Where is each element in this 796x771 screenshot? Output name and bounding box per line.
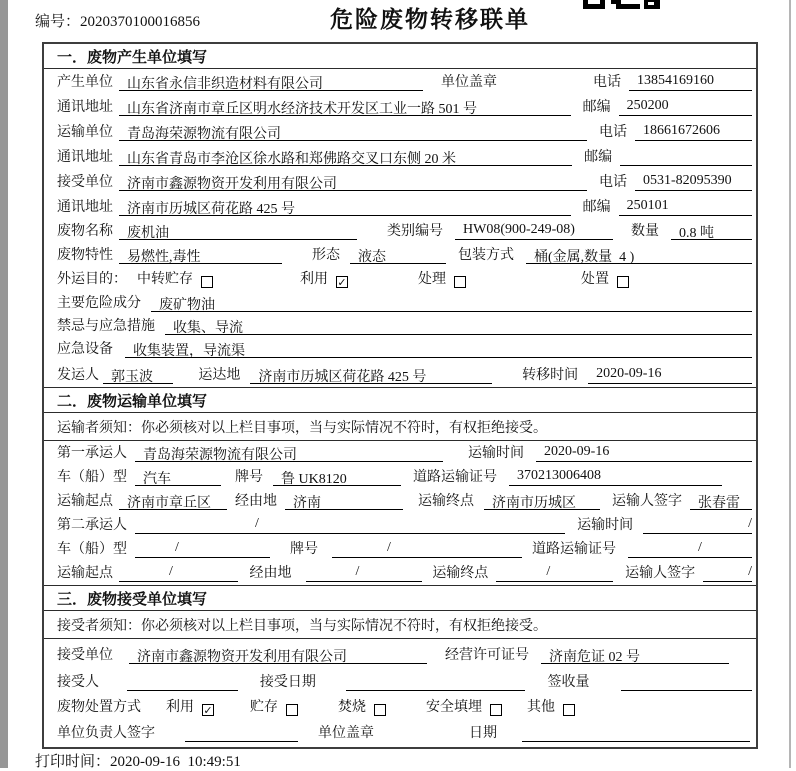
transporter-notice-text: 运输者须知：你必须核对以上栏目事项，当与实际情况不符时，有权拒绝接受。 — [57, 420, 547, 436]
receive-person-label: 接受人 — [57, 675, 99, 690]
row-taboo-measures — [44, 315, 756, 338]
date-label: 日期 — [469, 726, 497, 741]
receive-date-field — [346, 673, 526, 691]
row-receive-person — [44, 667, 756, 694]
address-label-2: 通讯地址 — [57, 150, 113, 165]
carrier-sign-field-1: 张春雷 — [690, 492, 752, 510]
row-receive-unit — [44, 639, 756, 667]
taboo-measures-label: 禁忌与应急措施 — [57, 319, 155, 334]
shipper-label: 发运人 — [57, 368, 99, 383]
transporter-label: 运输单位 — [57, 125, 113, 140]
disposal-option-landfill: 安全填埋 — [426, 700, 482, 715]
row-waste-property — [44, 243, 756, 267]
row-hazard-component — [44, 291, 756, 315]
packaging-field: 桶(金属,数量 4 ) — [526, 246, 752, 264]
emergency-equipment-field: 收集装置，导流渠 — [125, 340, 752, 358]
hazard-component-field: 废矿物油 — [151, 294, 752, 312]
transporter-address-field: 山东省青岛市李沧区徐水路和郑佛路交叉口东侧 20 米 — [119, 148, 572, 166]
receiver-phone-field: 0531-82095390 — [635, 173, 752, 191]
carrier-sign-label-1: 运输人签字 — [612, 494, 682, 509]
checkbox-treat — [454, 276, 466, 288]
section1-header — [44, 44, 756, 69]
endpoint-field-2: / — [496, 564, 613, 582]
producer-phone-field: 13854169160 — [629, 73, 752, 91]
row-producer-address — [44, 94, 756, 119]
license-label: 经营许可证号 — [445, 648, 529, 663]
responsible-sign-field — [185, 724, 298, 742]
checkbox-use: ✓ — [337, 276, 347, 289]
checkbox-disposal-use: ✓ — [203, 704, 213, 717]
transporter-name-field: 青岛海荣源物流有限公司 — [119, 123, 587, 141]
section2-header — [44, 387, 756, 413]
print-time-label: 打印时间： — [35, 754, 111, 770]
origin-label-2: 运输起点 — [57, 566, 113, 581]
destination-field: 济南市历城区荷花路 425 号 — [250, 366, 492, 384]
address-label-1: 通讯地址 — [57, 100, 113, 115]
row-vehicle-1 — [44, 465, 756, 489]
phone-label-1: 电话 — [593, 75, 621, 90]
row-route-1 — [44, 489, 756, 513]
form-state-label: 形态 — [312, 248, 340, 263]
vehicle-type-field-1: 汽车 — [135, 468, 221, 486]
address-label-3: 通讯地址 — [57, 200, 113, 215]
quantity-label: 数量 — [631, 224, 659, 239]
serial-value: 2020370100016856 — [80, 14, 201, 30]
signed-quantity-field — [621, 673, 752, 691]
hazard-component-label: 主要危险成分 — [57, 296, 141, 311]
vehicle-type-label-1: 车（船）型 — [57, 470, 127, 485]
transfer-time-field: 2020-09-16 — [588, 366, 752, 384]
transporter-phone-field: 18661672606 — [635, 123, 752, 141]
row-first-carrier — [44, 441, 756, 465]
producer-name-field: 山东省永信非织造材料有限公司 — [119, 73, 423, 91]
via-label-2: 经由地 — [249, 566, 292, 581]
row-receiver-address — [44, 194, 756, 219]
checkbox-transfer-storage — [201, 276, 213, 288]
row-emergency-equipment — [44, 338, 756, 361]
road-permit-label-2: 道路运输证号 — [532, 542, 616, 557]
receive-unit-label: 接受单位 — [57, 648, 113, 663]
transport-time-field-2: / — [643, 516, 752, 534]
category-code-field: HW08(900-249-08) — [455, 222, 613, 240]
purpose-option-use: 利用 — [300, 272, 328, 287]
row-transporter — [44, 119, 756, 144]
taboo-measures-field: 收集、导流 — [165, 317, 752, 335]
receiver-zip-field: 250101 — [619, 198, 752, 216]
qr-code-icon — [583, 0, 663, 9]
zip-label-3: 邮编 — [582, 200, 611, 215]
producer-label: 产生单位 — [57, 75, 113, 90]
row-responsible-sign — [44, 719, 756, 745]
signed-quantity-label: 签收量 — [547, 675, 590, 690]
first-carrier-field: 青岛海荣源物流有限公司 — [135, 444, 443, 462]
road-permit-field-2: / — [628, 540, 752, 558]
endpoint-field-1: 济南市历城区 — [484, 492, 600, 510]
checkbox-disposal-incinerate — [374, 704, 386, 716]
disposal-option-incinerate: 焚烧 — [338, 700, 366, 715]
row-producer — [44, 69, 756, 94]
receive-unit-field: 济南市鑫源物资开发利用有限公司 — [129, 646, 427, 664]
origin-label-1: 运输起点 — [57, 494, 113, 509]
plate-field-1: 鲁 UK8120 — [273, 468, 401, 486]
checkbox-dispose — [617, 276, 629, 288]
second-carrier-label: 第二承运人 — [57, 518, 127, 533]
row-transporter-notice — [44, 413, 756, 441]
category-code-label: 类别编号 — [387, 224, 443, 239]
via-field-2: / — [306, 564, 423, 582]
second-carrier-field: / — [135, 516, 565, 534]
producer-zip-field: 250200 — [619, 98, 752, 116]
producer-address-field: 山东省济南市章丘区明水经济技术开发区工业一路 501 号 — [119, 98, 571, 116]
receive-person-field — [127, 673, 238, 691]
purpose-label: 外运目的： — [57, 272, 127, 287]
carrier-sign-field-2: / — [703, 564, 752, 582]
vehicle-type-label-2: 车（船）型 — [57, 542, 127, 557]
section2-title: 二．废物运输单位填写 — [57, 392, 208, 410]
endpoint-label-1: 运输终点 — [418, 494, 474, 509]
purpose-option-dispose: 处置 — [581, 272, 609, 287]
disposal-method-label: 废物处置方式 — [57, 700, 141, 715]
purpose-option-treat: 处理 — [418, 272, 446, 287]
form-state-field: 液态 — [350, 246, 446, 264]
unit-seal-label: 单位盖章 — [441, 75, 497, 90]
origin-field-2: / — [119, 564, 238, 582]
row-waste-name — [44, 219, 756, 243]
plate-field-2: / — [332, 540, 522, 558]
transporter-zip-field — [620, 148, 752, 166]
first-carrier-label: 第一承运人 — [57, 446, 127, 461]
section3-title: 三．废物接受单位填写 — [57, 590, 208, 608]
receiver-address-field: 济南市历城区荷花路 425 号 — [119, 198, 571, 216]
row-transporter-address — [44, 144, 756, 169]
waste-name-label: 废物名称 — [57, 224, 113, 239]
row-route-2 — [44, 561, 756, 585]
license-field: 济南危证 02 号 — [541, 646, 729, 664]
waste-property-field: 易燃性,毒性 — [119, 246, 282, 264]
row-shipper — [44, 361, 756, 387]
zip-label-2: 邮编 — [584, 150, 613, 165]
manifest-form-table — [42, 42, 758, 749]
purpose-option-storage: 中转贮存 — [137, 272, 193, 287]
row-vehicle-2 — [44, 537, 756, 561]
plate-label-1: 牌号 — [235, 470, 263, 485]
via-field-1: 济南 — [285, 492, 403, 510]
emergency-equipment-label: 应急设备 — [57, 342, 113, 357]
row-receiver-notice — [44, 611, 756, 639]
shipper-name-field: 郭玉波 — [103, 366, 173, 384]
transfer-time-label: 转移时间 — [522, 368, 579, 383]
transport-time-label-1: 运输时间 — [468, 446, 524, 461]
quantity-field: 0.8 吨 — [671, 222, 752, 240]
packaging-label: 包装方式 — [458, 248, 514, 263]
phone-label-3: 电话 — [599, 175, 627, 190]
checkbox-disposal-other — [563, 704, 575, 716]
phone-label-2: 电话 — [599, 125, 627, 140]
receiver-notice-text: 接受者须知：你必须核对以上栏目事项，当与实际情况不符时，有权拒绝接受。 — [57, 618, 547, 634]
section3-header — [44, 585, 756, 611]
row-second-carrier — [44, 513, 756, 537]
serial-number — [35, 10, 200, 31]
row-disposal-method — [44, 694, 756, 719]
serial-label: 编号： — [35, 14, 81, 30]
page-title: 危险废物转移联单 — [330, 6, 530, 32]
road-permit-label-1: 道路运输证号 — [413, 470, 497, 485]
row-receiver — [44, 169, 756, 194]
carrier-sign-label-2: 运输人签字 — [625, 566, 696, 581]
checkbox-disposal-store — [286, 704, 298, 716]
receive-date-label: 接受日期 — [259, 675, 316, 690]
section1-title: 一．废物产生单位填写 — [57, 48, 208, 66]
print-time-value: 2020-09-16 10:49:51 — [110, 754, 241, 770]
destination-label: 运达地 — [198, 368, 241, 383]
page-edge-right — [789, 0, 791, 768]
endpoint-label-2: 运输终点 — [432, 566, 489, 581]
waste-name-field: 废机油 — [119, 222, 357, 240]
transport-time-label-2: 运输时间 — [577, 518, 634, 533]
receiver-name-field: 济南市鑫源物资开发利用有限公司 — [119, 173, 587, 191]
responsible-sign-label: 单位负责人签字 — [57, 726, 155, 741]
via-label-1: 经由地 — [235, 494, 277, 509]
transport-time-field-1: 2020-09-16 — [536, 444, 752, 462]
plate-label-2: 牌号 — [290, 542, 318, 557]
date-field — [522, 724, 750, 742]
disposal-option-store: 贮存 — [250, 700, 278, 715]
vehicle-type-field-2: / — [135, 540, 270, 558]
page-edge-left — [0, 0, 8, 768]
disposal-option-use: 利用 — [166, 700, 194, 715]
road-permit-field-1: 370213006408 — [509, 468, 722, 486]
origin-field-1: 济南市章丘区 — [119, 492, 227, 510]
waste-property-label: 废物特性 — [57, 248, 113, 263]
unit-seal-label-2: 单位盖章 — [318, 726, 374, 741]
zip-label-1: 邮编 — [582, 100, 611, 115]
row-transfer-purpose — [44, 267, 756, 291]
receiver-label: 接受单位 — [57, 175, 113, 190]
disposal-option-other: 其他 — [527, 700, 555, 715]
checkbox-disposal-landfill — [490, 704, 502, 716]
